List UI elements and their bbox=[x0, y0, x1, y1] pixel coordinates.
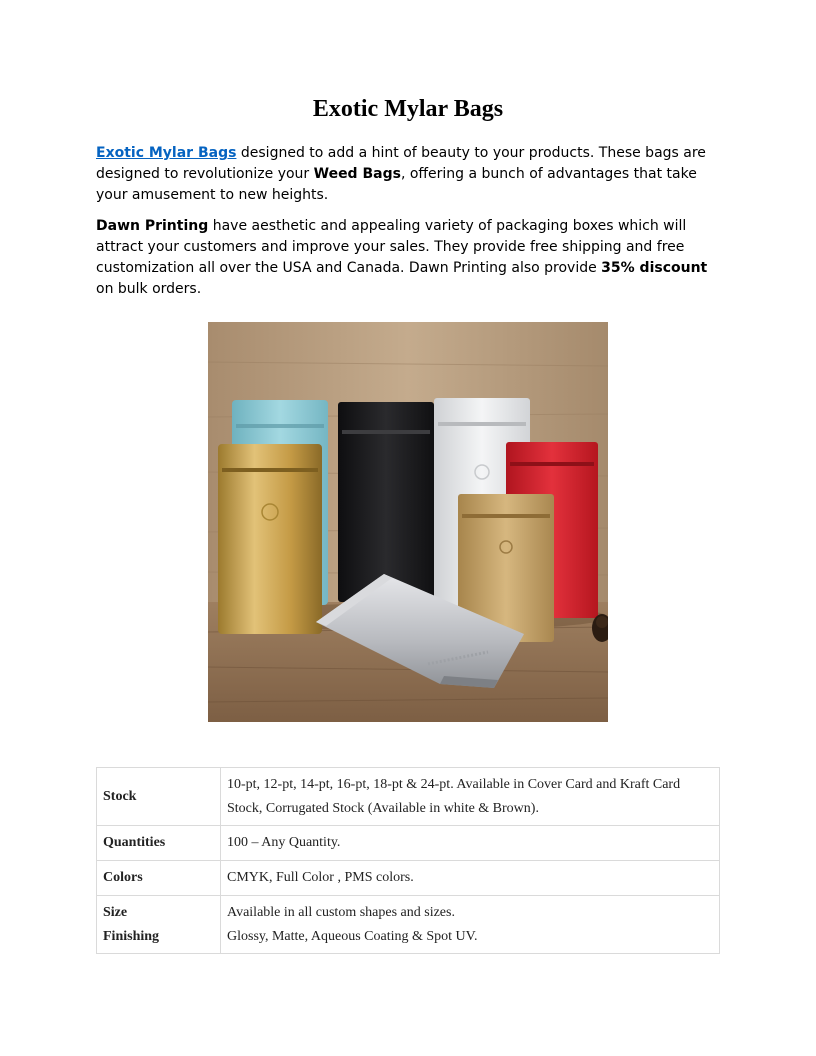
finishing-value: Glossy, Matte, Aqueous Coating & Spot UV. bbox=[227, 928, 478, 944]
specifications-table bbox=[96, 767, 720, 954]
size-label: Size bbox=[103, 904, 128, 920]
intro-paragraph bbox=[96, 143, 724, 206]
mylar-bags-illustration bbox=[208, 322, 608, 722]
discount-text: 35% discount bbox=[601, 260, 708, 276]
weed-bags-text: Weed Bags bbox=[313, 166, 401, 182]
table-row bbox=[97, 826, 720, 861]
company-paragraph bbox=[96, 216, 724, 300]
intro-text-b: , offering a bunch of advantages that take your amusement to new heights. bbox=[96, 166, 697, 203]
intro-text-a: designed to add a hint of beauty to your products. These bags are designed to revolutionize your bbox=[96, 145, 706, 182]
stock-value: 10-pt, 12-pt, 14-pt, 16-pt, 18-pt & 24-pt. Available in Cover Card and Kraft Card Stock, Corrugated Stock (Available in white & Brown). bbox=[221, 768, 720, 826]
table-row bbox=[97, 861, 720, 896]
size-finishing-values bbox=[221, 896, 720, 954]
stock-label: Stock bbox=[97, 768, 221, 826]
page-title: Exotic Mylar Bags bbox=[312, 96, 504, 122]
finishing-label: Finishing bbox=[103, 928, 160, 944]
exotic-mylar-bags-link[interactable]: Exotic Mylar Bags bbox=[96, 145, 237, 161]
table-row bbox=[97, 896, 720, 954]
quantities-value: 100 – Any Quantity. bbox=[221, 826, 720, 861]
company-text-a: have aesthetic and appealing variety of packaging boxes which will attract your customers and improve your sales. They provide free shipping and free customization all over the USA and Canada. Dawn Printing also provide bbox=[96, 218, 687, 276]
table-row bbox=[97, 768, 720, 826]
quantities-label: Quantities bbox=[97, 826, 221, 861]
size-value: Available in all custom shapes and sizes. bbox=[227, 904, 455, 920]
size-finishing-labels bbox=[97, 896, 221, 954]
colors-value: CMYK, Full Color , PMS colors. bbox=[221, 861, 720, 896]
company-name: Dawn Printing bbox=[96, 218, 209, 234]
product-photo bbox=[208, 322, 608, 722]
colors-label: Colors bbox=[97, 861, 221, 896]
company-text-b: on bulk orders. bbox=[96, 281, 202, 297]
